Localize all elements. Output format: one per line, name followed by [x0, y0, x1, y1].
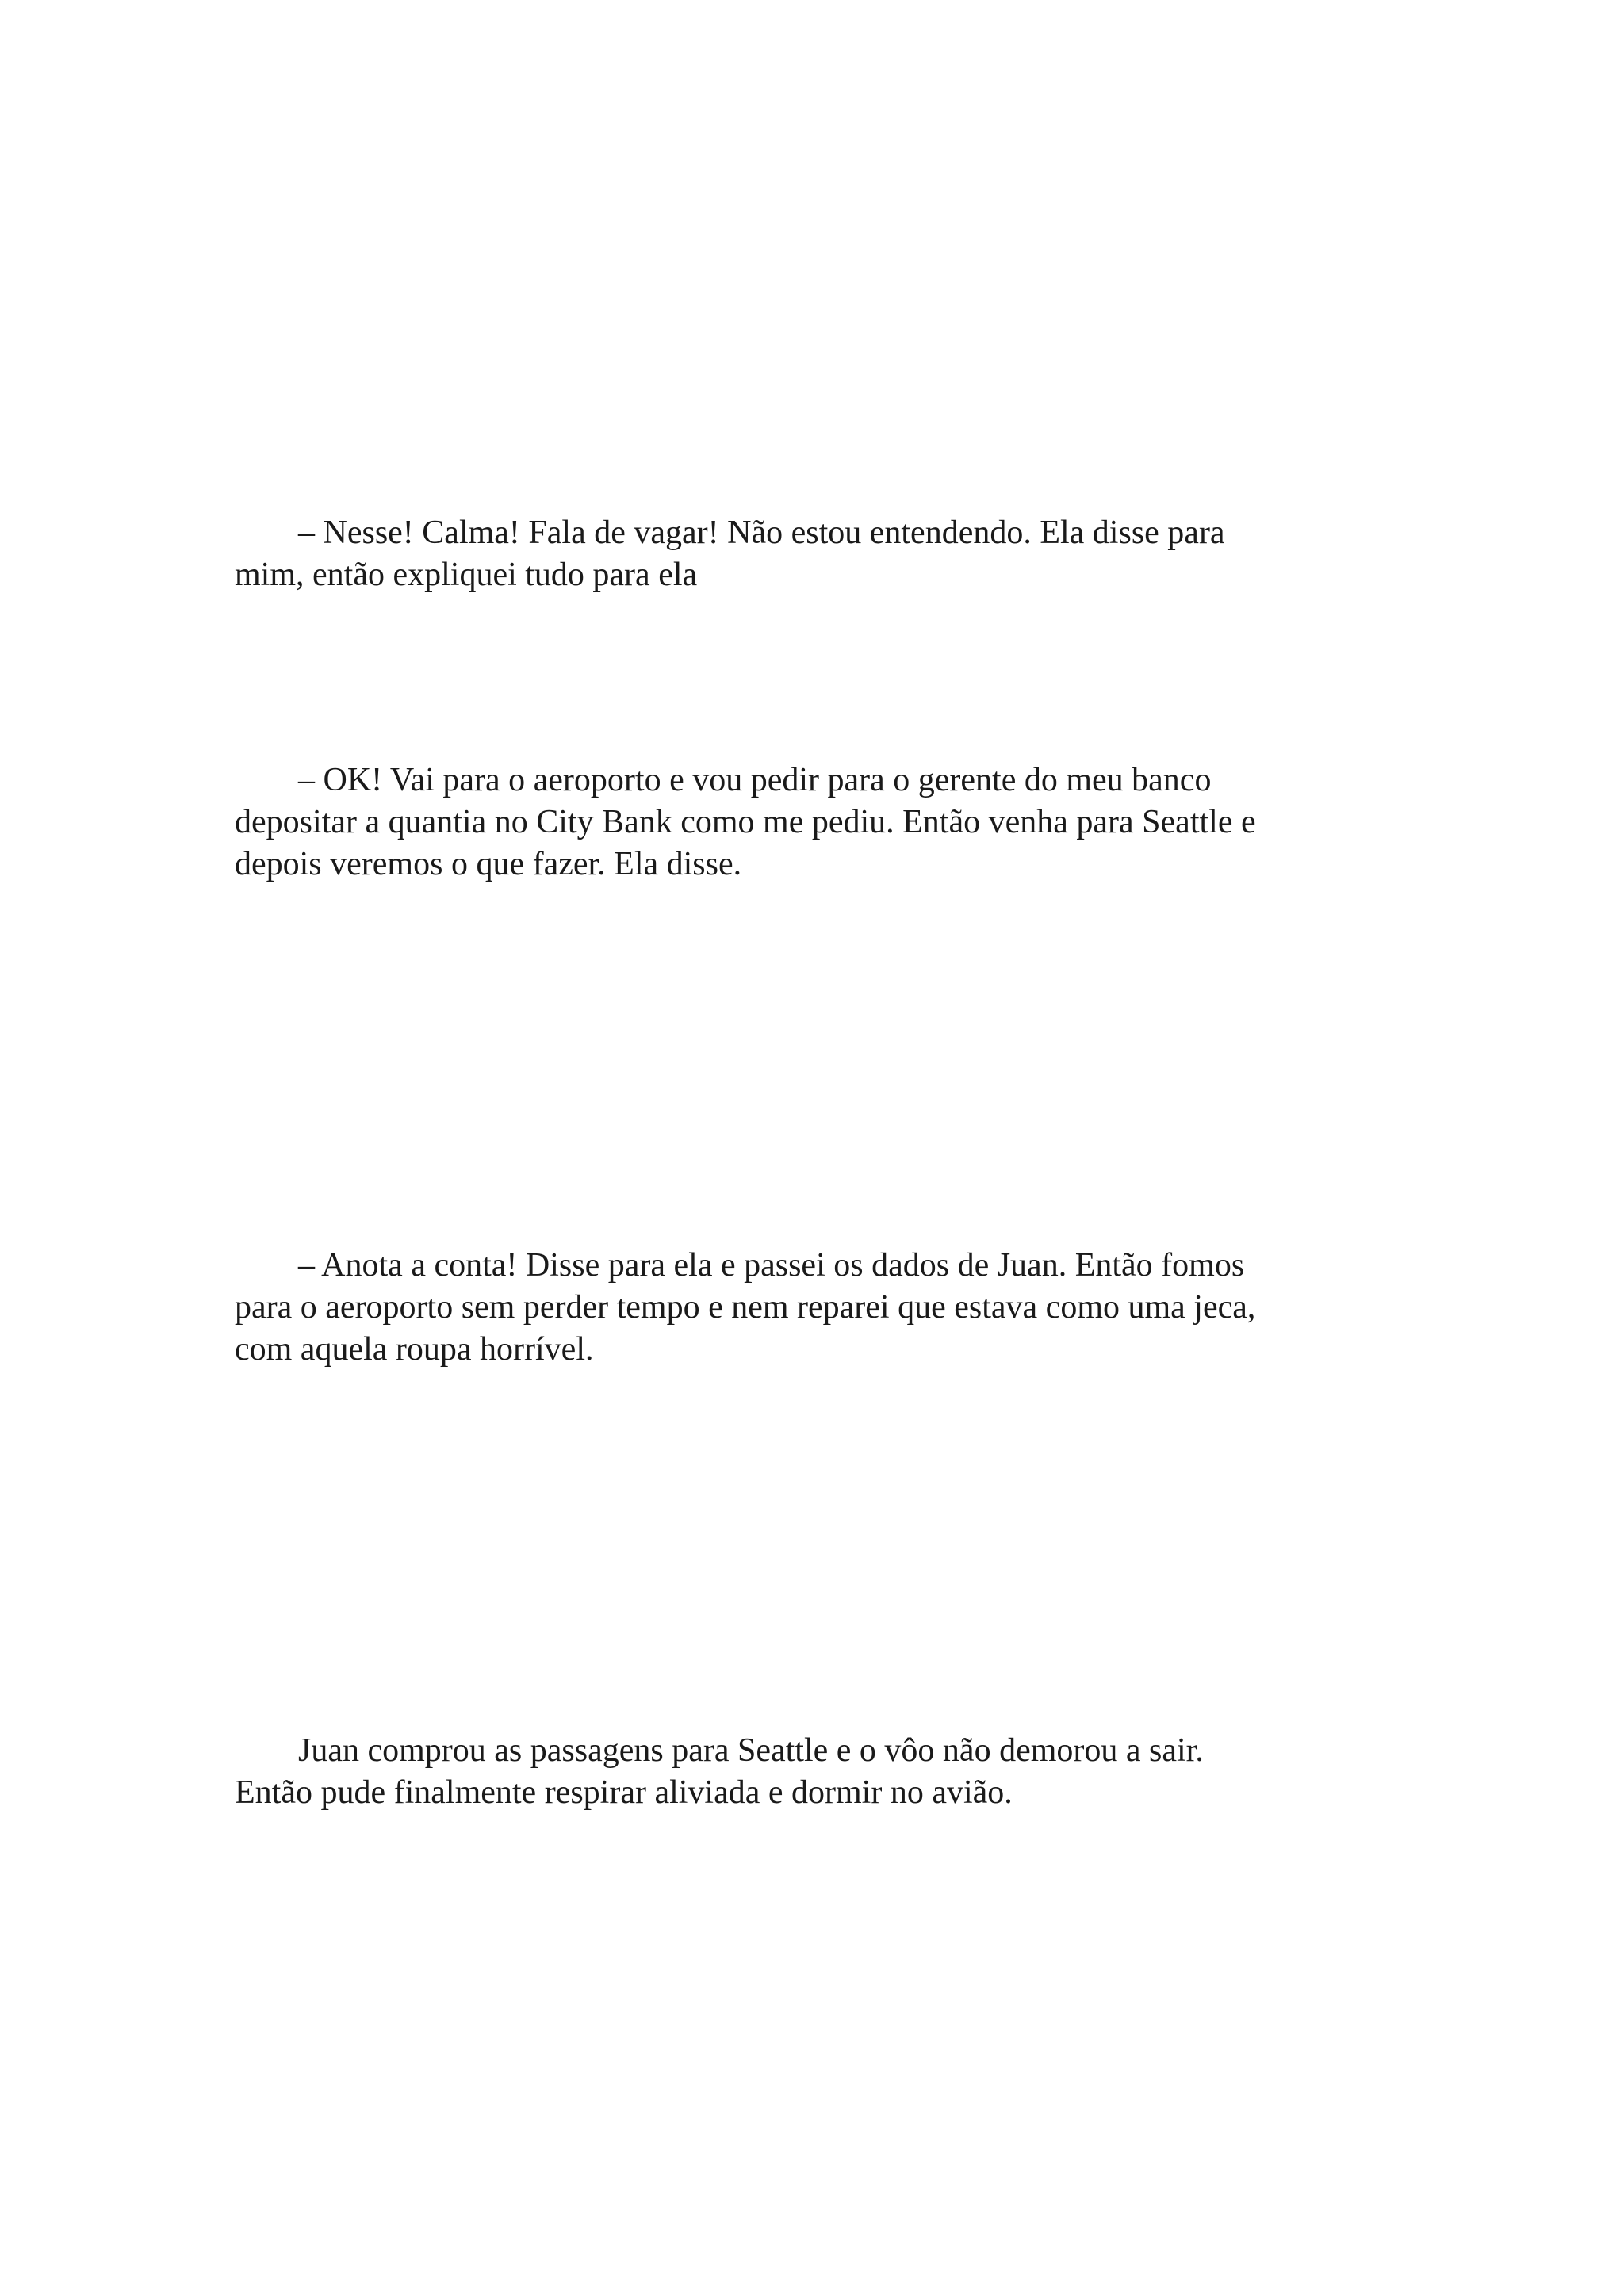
text-line: Juan comprou as passagens para Seattle e o vôo não demorou a sair.: [298, 1732, 1204, 1769]
text-line: – OK! Vai para o aeroporto e vou pedir para o gerente do meu banco: [298, 762, 1212, 798]
text-line: mim, então expliquei tudo para ela: [235, 557, 698, 593]
paragraph-1: [235, 512, 1408, 596]
text-line: Então pude finalmente respirar aliviada e dormir no avião.: [235, 1774, 1013, 1811]
paragraph-3: [235, 1245, 1408, 1371]
text-line: depositar a quantia no City Bank como me pediu. Então venha para Seattle e: [235, 804, 1256, 840]
paragraph-2: [235, 760, 1408, 886]
paragraph-4: [235, 1730, 1408, 1814]
text-line: para o aeroporto sem perder tempo e nem reparei que estava como uma jeca,: [235, 1289, 1256, 1326]
text-line: – Anota a conta! Disse para ela e passei os dados de Juan. Então fomos: [298, 1247, 1245, 1284]
text-line: – Nesse! Calma! Fala de vagar! Não estou entendendo. Ela disse para: [298, 515, 1225, 551]
text-line: com aquela roupa horrível.: [235, 1331, 594, 1368]
text-line: depois veremos o que fazer. Ela disse.: [235, 846, 742, 882]
